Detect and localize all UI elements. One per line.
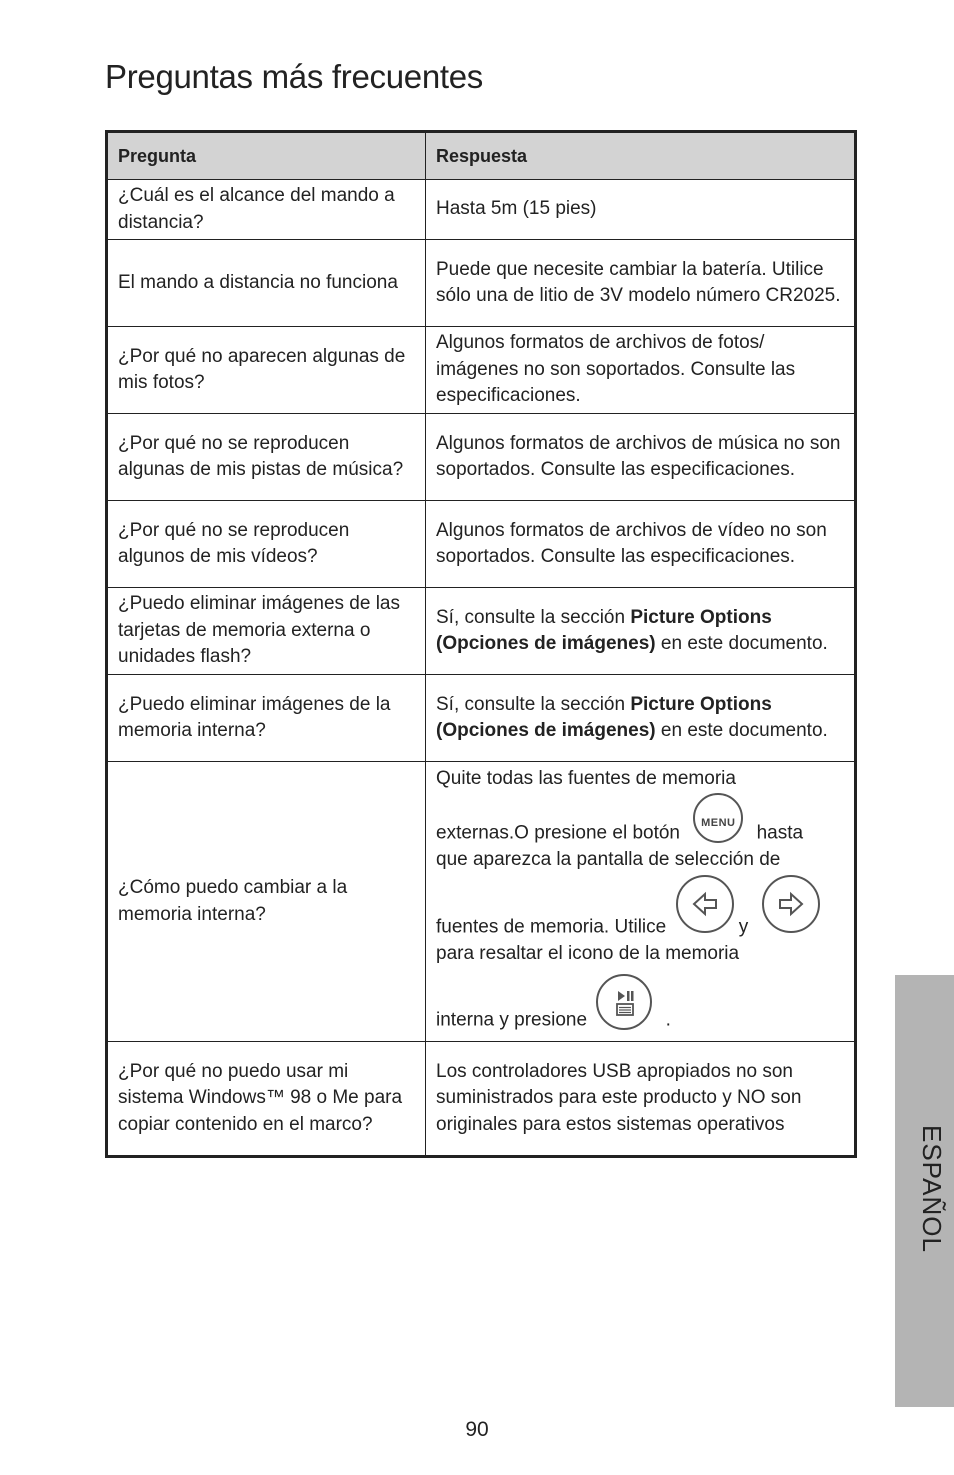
- answer-cell: [426, 675, 856, 762]
- question-cell: ¿Por qué no se reproducen algunos de mis vídeos?: [107, 501, 426, 588]
- answer-line: fuentes de memoria. Utilice: [436, 916, 667, 938]
- answer-line: .: [665, 1009, 671, 1030]
- question-cell: ¿Puedo eliminar imágenes de las tarjetas de memoria externa o unidades flash?: [107, 588, 426, 675]
- answer-section-ref: Picture Options (Opciones de imágenes): [436, 693, 772, 741]
- answer-text: en este documento.: [655, 633, 828, 654]
- answer-text: Sí, consulte la sección: [436, 606, 631, 628]
- answer-cell: [426, 588, 856, 675]
- table-row: [107, 501, 856, 588]
- answer-line: Quite todas las fuentes de memoria: [436, 768, 736, 789]
- language-side-tab: [895, 975, 954, 1407]
- answer-cell: [426, 762, 856, 1042]
- answer-cell: Algunos formatos de archivos de música no son soportados. Consulte las especificaciones.: [426, 414, 856, 501]
- menu-button-icon: [693, 793, 743, 843]
- answer-line: interna y presione: [436, 1009, 588, 1030]
- answer-section-ref: Picture Options (Opciones de imágenes): [436, 606, 772, 654]
- question-cell: ¿Por qué no puedo usar mi sistema Windows™ 98 o Me para copiar contenido en el marco?: [107, 1042, 426, 1157]
- answer-line: para resaltar el icono de la memoria: [436, 943, 740, 964]
- page-number: 90: [465, 1418, 489, 1441]
- table-row: [107, 762, 856, 1042]
- answer-text: Sí, consulte la sección: [436, 693, 631, 715]
- answer-text: en este documento.: [655, 720, 828, 741]
- header-question: Pregunta: [107, 132, 426, 180]
- question-cell: ¿Puedo eliminar imágenes de la memoria interna?: [107, 675, 426, 762]
- faq-table: [105, 130, 857, 1158]
- left-arrow-button-icon: [676, 875, 734, 933]
- table-row: [107, 414, 856, 501]
- answer-cell: Algunos formatos de archivos de fotos/ imágenes no son soportados. Consulte las especificaciones.: [426, 327, 856, 414]
- answer-line: que aparezca la pantalla de selección de: [436, 848, 781, 870]
- table-row: [107, 180, 856, 240]
- page-title: Preguntas más frecuentes: [105, 58, 484, 95]
- answer-cell: Hasta 5m (15 pies): [426, 180, 856, 240]
- answer-cell: Puede que necesite cambiar la batería. Utilice sólo una de litio de 3V modelo número CR2025.: [426, 240, 856, 327]
- right-arrow-button-icon: [762, 875, 820, 933]
- answer-line: externas.O presione el botón: [436, 822, 680, 843]
- header-answer: Respuesta: [426, 132, 856, 180]
- menu-button-label: MENU: [701, 816, 736, 829]
- question-cell: ¿Cuál es el alcance del mando a distancia?: [107, 180, 426, 240]
- table-row: [107, 588, 856, 675]
- question-cell: ¿Por qué no se reproducen algunas de mis pistas de música?: [107, 414, 426, 501]
- table-header-row: [107, 132, 856, 180]
- table-row: [107, 240, 856, 327]
- question-cell: ¿Por qué no aparecen algunas de mis fotos?: [107, 327, 426, 414]
- answer-cell: Algunos formatos de archivos de vídeo no son soportados. Consulte las especificaciones.: [426, 501, 856, 588]
- answer-cell: Los controladores USB apropiados no son suministrados para este producto y NO son originales para estos sistemas operativos: [426, 1042, 856, 1157]
- language-label: ESPAÑOL: [917, 1125, 947, 1253]
- table-row: [107, 675, 856, 762]
- answer-line: y: [738, 916, 749, 938]
- question-cell: El mando a distancia no funciona: [107, 240, 426, 327]
- table-row: [107, 1042, 856, 1157]
- play-pause-button-icon: [596, 974, 652, 1030]
- table-row: [107, 327, 856, 414]
- answer-line: hasta: [756, 822, 804, 843]
- question-cell: ¿Cómo puedo cambiar a la memoria interna?: [107, 762, 426, 1042]
